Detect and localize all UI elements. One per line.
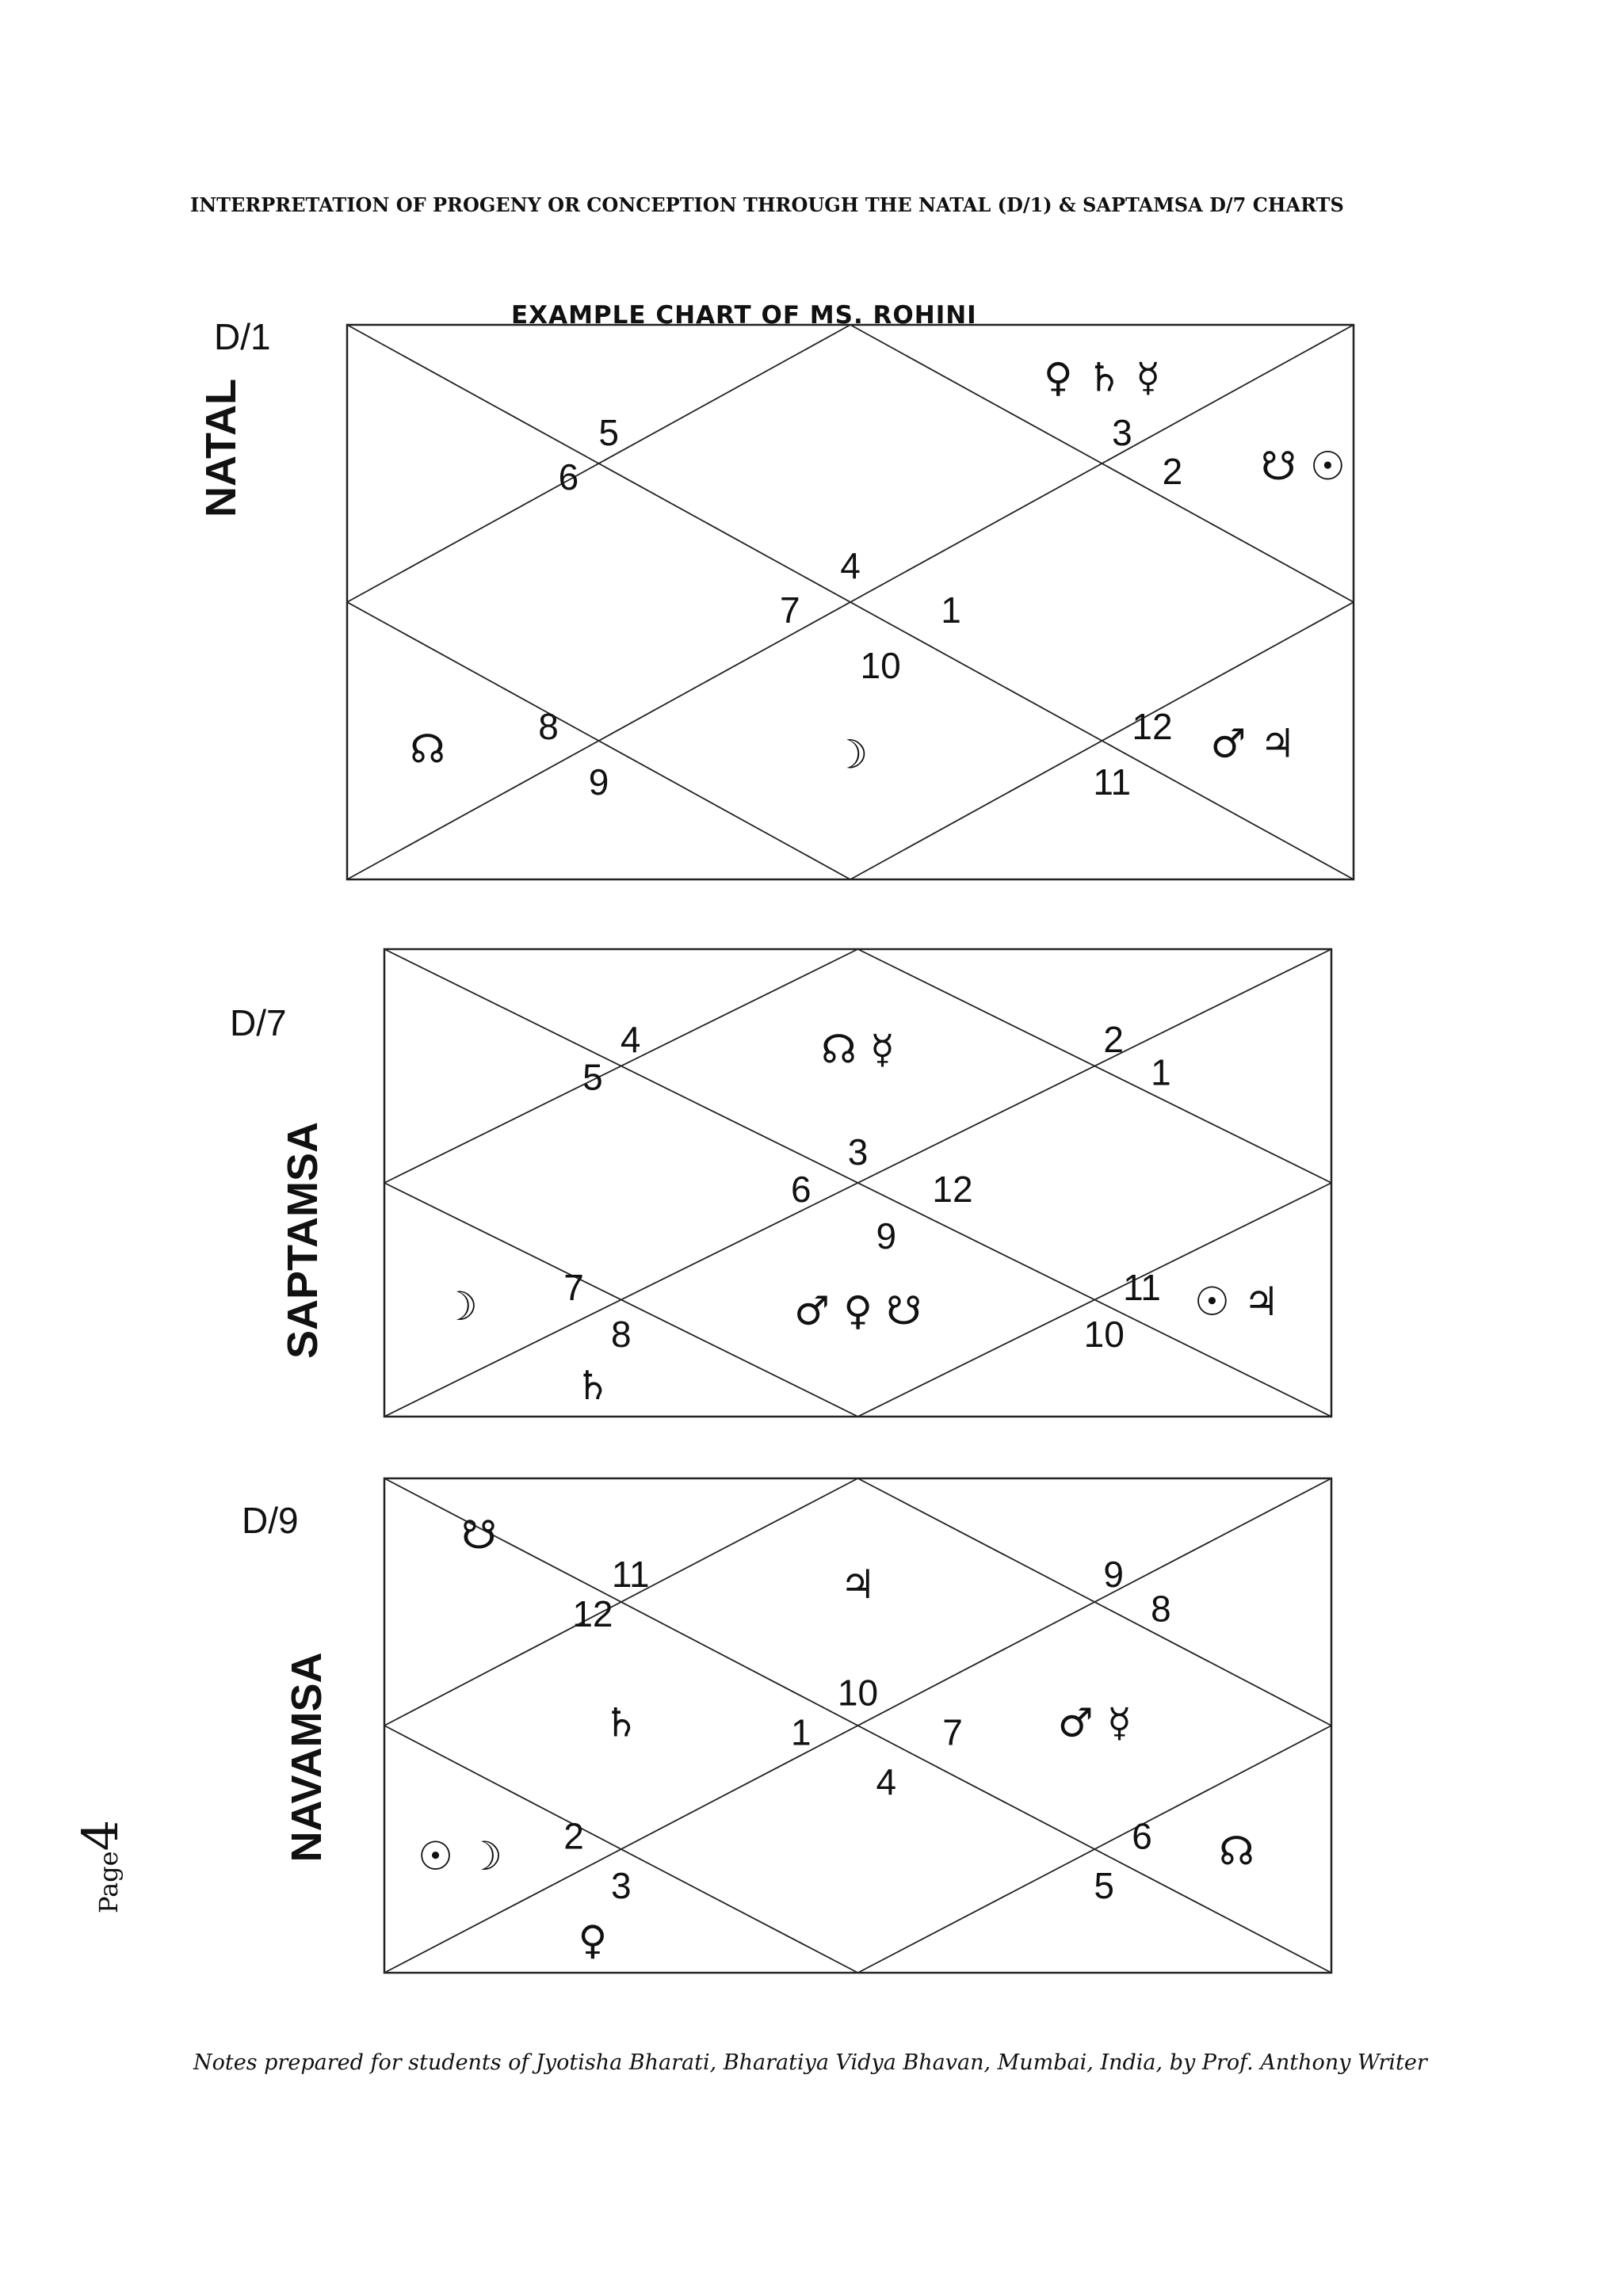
- house-6-planets: ♀: [578, 1917, 608, 1964]
- page-header: INTERPRETATION OF PROGENY OR CONCEPTION THROUGH THE NATAL (D/1) & SAPTAMSA D/7 CHARTS: [190, 193, 1344, 216]
- house-5-planets: ☽: [442, 1283, 479, 1329]
- natal-chart: [347, 325, 1354, 879]
- page-word: Page: [94, 1851, 124, 1913]
- house-1-sign-number: 3: [847, 1131, 869, 1173]
- house-8-sign-number: 5: [1094, 1865, 1114, 1907]
- house-2-sign-number: 5: [598, 412, 619, 454]
- house-2-sign-number: 4: [620, 1019, 641, 1061]
- house-7-sign-number: 9: [876, 1215, 897, 1257]
- house-1-sign-number: 4: [840, 545, 861, 587]
- house-11-sign-number: 8: [1151, 1588, 1171, 1630]
- house-2-sign-number: 11: [611, 1553, 650, 1595]
- navamsa-chart: [384, 1478, 1331, 1973]
- house-7-sign-number: 4: [876, 1761, 897, 1803]
- house-6-sign-number: 3: [610, 1865, 632, 1907]
- house-11-sign-number: 1: [1151, 1051, 1171, 1093]
- house-6-planets: ♄: [575, 1363, 611, 1409]
- house-12-sign-number: 3: [1112, 412, 1132, 454]
- house-6-sign-number: 8: [610, 1313, 632, 1355]
- division-label-d7: D/7: [230, 1002, 287, 1043]
- house-9-sign-number: 6: [1132, 1815, 1152, 1857]
- house-11-sign-number: 2: [1162, 451, 1183, 493]
- house-4-planets: ♄: [603, 1699, 640, 1746]
- house-1-sign-number: 10: [837, 1672, 879, 1714]
- chart-name-navamsa: NAVAMSA: [283, 1652, 330, 1863]
- house-12-planets: ♀ ♄ ☿: [1044, 354, 1160, 401]
- house-10-sign-number: 1: [941, 589, 961, 631]
- house-4-sign-number: 7: [780, 589, 800, 631]
- house-10-sign-number: 12: [932, 1168, 973, 1210]
- house-9-planets: ☊: [1219, 1828, 1254, 1875]
- house-4-sign-number: 1: [791, 1711, 812, 1753]
- house-8-sign-number: 10: [1083, 1313, 1125, 1355]
- house-7-planets: ♂ ♀ ☋: [794, 1287, 922, 1334]
- house-9-sign-number: 11: [1123, 1266, 1161, 1308]
- house-7-planets: ☽: [832, 731, 869, 778]
- house-5-planets: ☊: [410, 726, 445, 772]
- chart-title: EXAMPLE CHART OF MS. ROHINI: [511, 301, 977, 330]
- saptamsa-chart: [384, 949, 1331, 1417]
- house-1-planets: ☊ ☿: [821, 1026, 895, 1073]
- house-5-sign-number: 7: [563, 1266, 584, 1308]
- house-9-sign-number: 12: [1132, 706, 1173, 748]
- house-11-planets: ☋ ☉: [1261, 443, 1346, 490]
- house-12-sign-number: 9: [1103, 1553, 1124, 1595]
- page-number-value: 4: [71, 1819, 129, 1852]
- house-4-sign-number: 6: [791, 1168, 812, 1210]
- house-1-planets: ♃: [840, 1561, 876, 1608]
- house-12-sign-number: 2: [1103, 1019, 1124, 1061]
- house-3-sign-number: 12: [572, 1592, 613, 1634]
- chart-name-saptamsa: SAPTAMSA: [279, 1121, 327, 1359]
- chart-name-natal: NATAL: [197, 379, 245, 517]
- house-9-planets: ♂ ♃: [1210, 720, 1296, 767]
- house-5-sign-number: 2: [563, 1815, 584, 1857]
- division-label-d9: D/9: [242, 1500, 299, 1541]
- house-2-planets: ☋: [461, 1512, 497, 1558]
- house-3-sign-number: 5: [582, 1056, 603, 1098]
- house-8-sign-number: 11: [1093, 761, 1132, 803]
- page-number: [71, 1787, 129, 1913]
- house-5-sign-number: 8: [538, 706, 559, 748]
- house-3-sign-number: 6: [558, 456, 579, 498]
- house-6-sign-number: 9: [588, 761, 609, 803]
- house-9-planets: ☉ ♃: [1193, 1278, 1280, 1325]
- footer-note: Notes prepared for students of Jyotisha Bharati, Bharatiya Vidya Bhavan, Mumbai, India, by Prof. Anthony Writer: [193, 2050, 1427, 2075]
- house-10-planets: ♂ ☿: [1057, 1699, 1132, 1746]
- house-10-sign-number: 7: [942, 1711, 963, 1753]
- division-label-d1: D/1: [214, 316, 271, 357]
- house-5-planets: ☉ ☽: [418, 1833, 503, 1879]
- house-7-sign-number: 10: [860, 645, 901, 687]
